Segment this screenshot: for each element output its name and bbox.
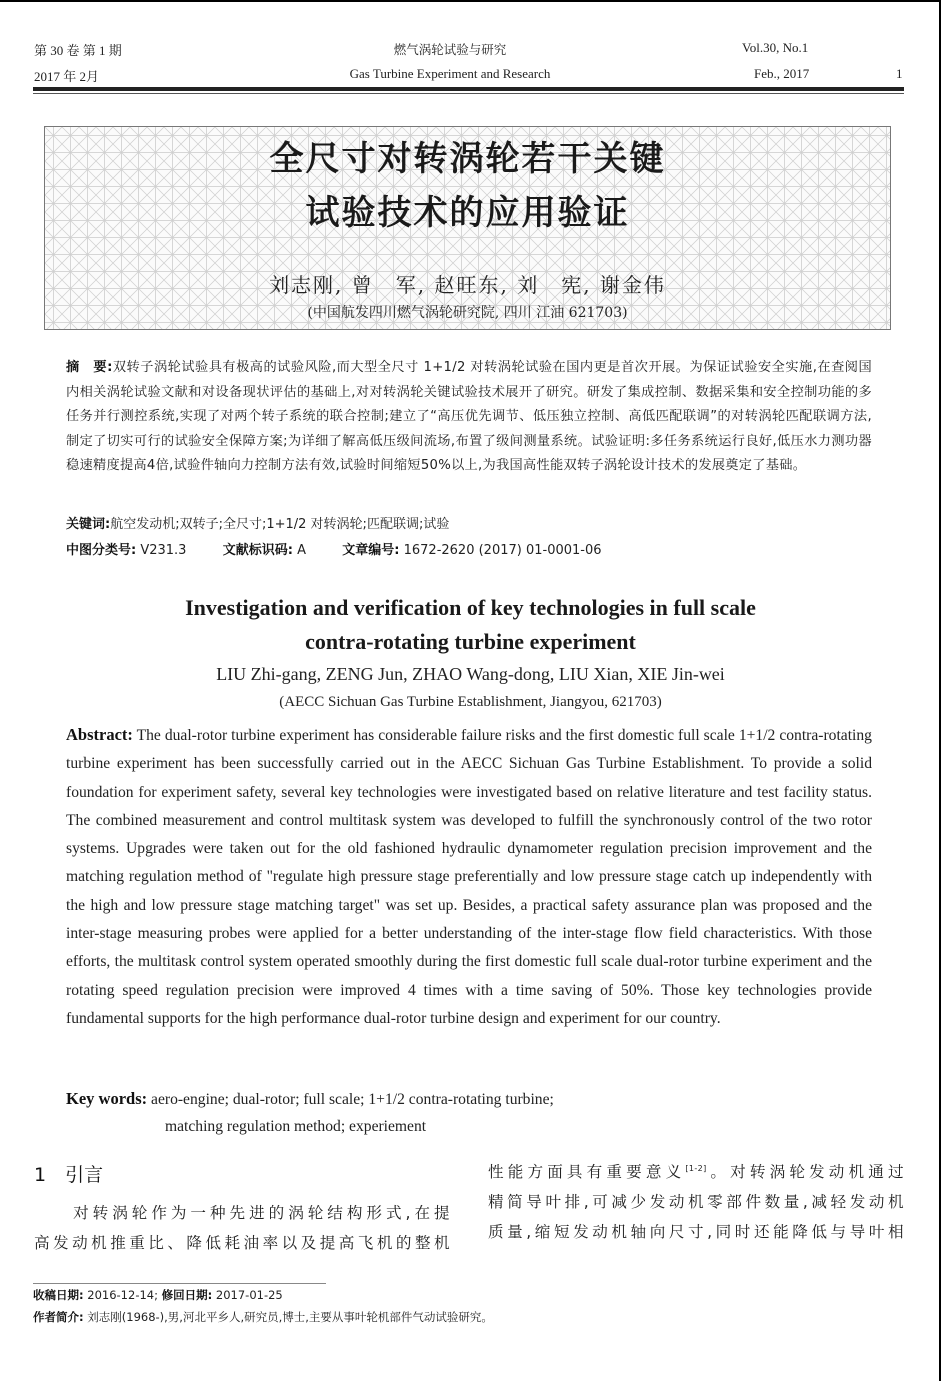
header-volume-cn: 第 30 卷 第 1 期 [34, 43, 122, 58]
header-date-cn: 2017 年 2月 [34, 69, 100, 84]
body-left-line: 高发动机推重比、降低耗油率以及提高飞机的整机 [34, 1234, 450, 1252]
title-block [44, 126, 891, 330]
abstract-cn-label: 摘 要: [66, 360, 113, 375]
footnote-dates [33, 1287, 283, 1303]
bio-label: 作者简介: [33, 1310, 84, 1324]
body-right-line: 质量,缩短发动机轴向尺寸,同时还能降低与导叶相 [488, 1223, 904, 1241]
body-left-line: 对转涡轮作为一种先进的涡轮结构形式,在提 [34, 1204, 450, 1222]
received-label: 收稿日期: [33, 1288, 84, 1302]
keywords-cn [66, 513, 449, 532]
body-left-column [34, 1198, 450, 1258]
clc-label: 中图分类号: [66, 543, 137, 558]
abstract-cn-text: 双转子涡轮试验具有极高的试验风险,而大型全尺寸 1+1/2 对转涡轮试验在国内更是首次开展。为保证试验安全实施,在查阅国内相关涡轮试验文献和对设备现状评估的基础上,对对转涡轮关键试验技术展开了研究。研发了集成控制、数据采集和安全控制功能的多任务并行测控系统,实现了对两个转子系统的联合控制;建立了“高压优先调节、低压独立控制、高低匹配联调”的对转涡轮匹配联调方法,制定了切实可行的试验安全保障方案;为详细了解高低压级间流场,布置了级间测量系统。试验证明:多任务系统运行良好,低压水力测功器稳速精度提高4倍,试验件轴向力控制方法有效,试验时间缩短50%以上,为我国高性能双转子涡轮设计技术的发展奠定了基础。 [66, 360, 872, 474]
doc-code-label: 文献标识码: [222, 543, 293, 558]
keywords-cn-label: 关键词: [66, 517, 111, 532]
keywords-en-label: Key words: [66, 1089, 148, 1108]
page-number: 1 [896, 66, 903, 81]
header-rule-thin [33, 93, 904, 94]
authors-en: LIU Zhi-gang, ZENG Jun, ZHAO Wang-dong, LIU Xian, XIE Jin-wei [216, 664, 725, 684]
citation[interactable]: [1-2] [685, 1164, 707, 1173]
affiliation-cn: (中国航发四川燃气涡轮研究院, 四川 江油 621703) [307, 305, 628, 321]
title-en-line1: Investigation and verification of key technologies in full scale [185, 595, 756, 620]
revised-date: 2017-01-25 [215, 1288, 283, 1302]
keywords-cn-text: 航空发动机;双转子;全尺寸;1+1/2 对转涡轮;匹配联调;试验 [110, 517, 450, 532]
body-right-line: 精简导叶排,可减少发动机零部件数量,减轻发动机 [488, 1193, 904, 1211]
footnote-rule [33, 1283, 326, 1284]
header-journal-en: Gas Turbine Experiment and Research [349, 66, 551, 81]
section-heading: 1 引言 [34, 1164, 104, 1186]
abstract-en-text: The dual-rotor turbine experiment has considerable failure risks and the first domestic full scale 1+1/2 contra-rotating turbine experiment has been successfully carried out in the AECC Sichuan Gas Turbine Establishment. To provide a solid foundation for experiment safety, several key technologies were investigated based on relative literature and test facility status. The combined measurement and control multitask system was developed to fulfill the synchronously control of the two rotor systems. Upgrades were taken out for the old fashioned hydraulic dynamometer regulation precision improvement and the matching regulation method of "regulate high pressure stage preferentially and low pressure stage catch up independently with the high and low pressure stage matching target" was set up. Besides, a practical safety assurance plan was proposed and the inter-stage measuring probes were applied for a better understanding of the inter-stage flow field characteristics. With those efforts, the multitask control system operated smoothly during the first domestic full scale dual-rotor turbine experiment and the rotating speed regulation precision were improved 4 times with a time saving of 50%. Those key technologies provide fundamental supports for the high performance dual-rotor turbine design and experiment for our country. [66, 727, 872, 1027]
article-no-value: 1672-2620 (2017) 01-0001-06 [403, 543, 602, 558]
header-rule [33, 87, 904, 91]
doc-code-value: A [297, 543, 306, 558]
authors-cn: 刘志刚, 曾 军, 赵旺东, 刘 宪, 谢金伟 [269, 273, 666, 297]
body-text: 性能方面具有重要意义 [488, 1163, 686, 1181]
classification-line [66, 539, 602, 558]
header-date-en: Feb., 2017 [754, 66, 810, 81]
title-cn-line2: 试验技术的应用验证 [305, 193, 630, 233]
keywords-en-line1: aero-engine; dual-rotor; full scale; 1+1/2 contra-rotating turbine; [151, 1091, 554, 1108]
article-no-label: 文章编号: [342, 543, 400, 558]
received-date: 2016-12-14; [87, 1288, 158, 1302]
abstract-cn [66, 356, 872, 479]
title-cn-line1: 全尺寸对转涡轮若干关键 [269, 139, 666, 179]
keywords-en-line2: matching regulation method; experiement [165, 1118, 427, 1135]
revised-label: 修回日期: [161, 1288, 213, 1302]
footnote-bio [33, 1309, 493, 1325]
body-right-line [488, 1154, 904, 1187]
abstract-en-label: Abstract: [66, 725, 133, 744]
body-right-column [488, 1154, 904, 1247]
bio-text: 刘志刚(1968-),男,河北平乡人,研究员,博士,主要从事叶轮机部件气动试验研究。 [87, 1310, 493, 1324]
abstract-en [66, 721, 872, 1033]
body-text: 。对转涡轮发动机通过 [706, 1163, 904, 1181]
affiliation-en: (AECC Sichuan Gas Turbine Establishment, Jiangyou, 621703) [279, 694, 662, 710]
clc-value: V231.3 [140, 543, 187, 558]
header-volume-en: Vol.30, No.1 [742, 40, 809, 55]
title-en-line2: contra-rotating turbine experiment [305, 629, 636, 654]
keywords-en [66, 1089, 554, 1109]
header-journal-cn: 燃气涡轮试验与研究 [393, 42, 507, 57]
